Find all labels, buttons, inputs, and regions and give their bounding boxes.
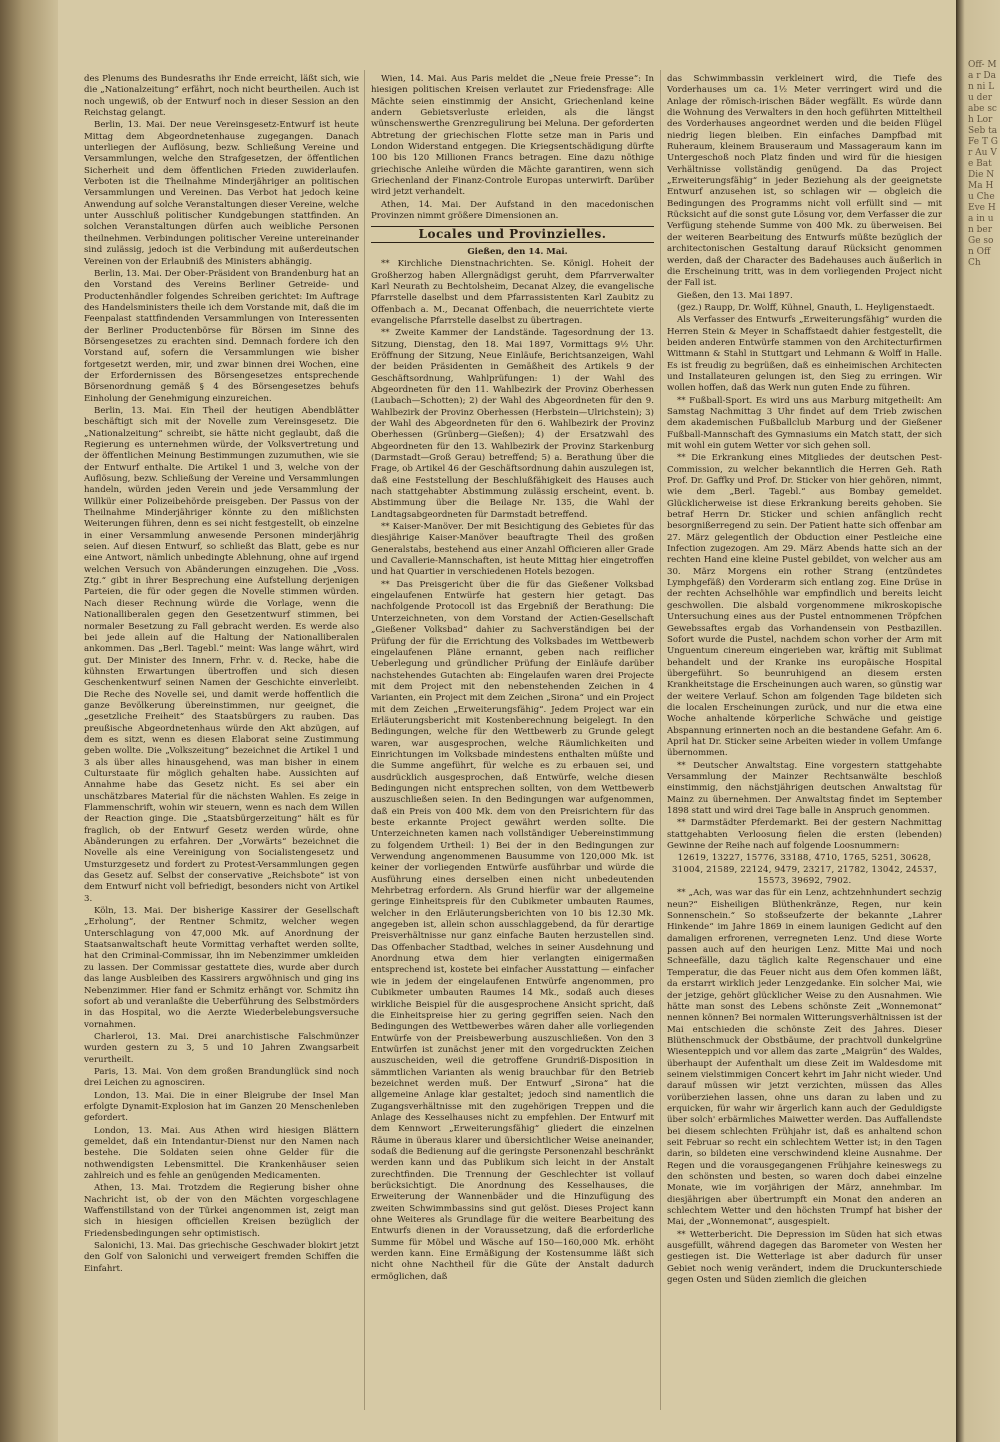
article-paragraph: Wien, 14. Mai. Aus Paris meldet die „Neue freie Presse“: In hiesigen politischen Kreisen verlautet zur Friedensfrage: Alle Mächte seien einstimmig der Ansicht, Griechenland keine andern Gebietsverluste erleiden, als die längst wünschenswerthe Grenzregulirung bei Meluna. Der geforderten Abtretung der griechischen Flotte setze man in Paris und London Widerstand entgegen. Die Kriegsentschädigung dürfte 100 bis 120 Millionen Francs betragen. Eine dazu nöthige griechische Anleihe würden die Mächte garantiren, wenn sich Griechenland der Finanz-Controle Europas unterwirft. Darüber wird jetzt verhandelt. xyxy=(371,74,654,198)
article-paragraph: Athen, 14. Mai. Der Aufstand in den macedonischen Provinzen nimmt größere Dimensionen an. xyxy=(371,199,654,222)
article-paragraph: ** „Ach, was war das für ein Lenz, achtzehnhundert sechzig neun?“ Eisheiligen Blüthenkränze, Regen, nur kein Sonnenschein.“ So stoßseufzerte der bekannte „Lahrer Hinkende“ im Jahre 1869 in einem launigen Gedicht auf den damaligen erfrorenen, verregneten Lenz. Und diese Worte passen auch auf den heurigen Lenz. Mitte Mai und noch Schneefälle, dazu täglich kalte Regenschauer und eine Temperatur, die das Feuer nicht aus dem Ofen kommen läßt, da erstarrt wirklich jeder Lenzgedanke. Ein solcher Mai, wie der jetzige, gehört glücklicher Weise zu den Ausnahmen. Wie hätte man sonst des Lebens schönste Zeit „Wonnemonat“ nennen können? Bei normalen Witterungsverhältnissen ist der Mai entschieden die schönste Zeit des Jahres. Dieser Blüthenschmuck der Obstbäume, der prachtvoll dunkelgrüne Wiesenteppich und vor allem das zarte „Maigrün“ des Waldes, überhaupt der Aufenthalt um diese Zeit im Waldesdome mit seinem vielstimmigen Concert kehrt im Jahr nicht wieder. Und darauf müssen wir jetzt verzichten, müssen das Alles vorüberziehen lassen, ohne uns daran zu laben und zu erquicken, für wahr wir ärgerlich kann auch der Geduldigste über solch' erbärmliches Maiwetter werden. Das Auffallendste bei diesem schlechten Frühjahr ist, daß es anhaltend schon seit Februar so recht ein schlechtem Wetter ist; in den Tagen darin, so bildeten eine verschwindend kleine Ausnahme. Der Regen und die vorausgegangenen Frühjahre keineswegs zu den schönsten und besten, so waren doch dabei einzelne Monate, wie im vorjährigen der März, annehmbar. Im diesjährigen aber übertrumpft ein Monat den anderen an schlechtem Wetter und den höchsten Trumpf hat bisher der Mai, der „Wonnemonat“, ausgespielt. xyxy=(667,888,942,1228)
article-paragraph: Athen, 13. Mai. Trotzdem die Regierung bisher ohne Nachricht ist, ob der von den Mächten vorgeschlagene Waffenstillstand von der Türkei angenommen ist, zeigt man sich in hiesigen officiellen Kreisen bezüglich der Friedensbedingungen sehr optimistisch. xyxy=(84,1183,359,1239)
article-paragraph: Als Verfasser des Entwurfs „Erweiterungsfähig“ wurden die Herren Stein & Meyer in Schaffstaedt dahier festgestellt, die beiden anderen Entwürfe stammen von den Architecturfirmen Wittmann & Stahl in Stuttgart und Lehmann & Wolff in Halle. Es ist freudig zu begrüßen, daß es einheimischen Architecten und Installateuren gelungen ist, den Sieg zu erringen. Wir wollen hoffen, daß das Werk nun guten Ende zu führen. xyxy=(667,315,942,394)
signature-names: (gez.) Raupp, Dr. Wolff, Kühnel, Gnauth, L. Heyligenstaedt. xyxy=(677,302,935,313)
article-paragraph: Berlin, 13. Mai. Der neue Vereinsgesetz-Entwurf ist heute Mittag dem Abgeordnetenhause zugegangen. Danach unterliegen der Auflösung, bezw. Schließung Vereine und Versammlungen, welche den Strafgesetzen, der öffentlichen Sicherheit und dem öffentlichen Frieden zuwiderlaufen. Verboten ist die Theilnahme Minderjähriger an politischen Versammlungen und Vereinen. Das Verbot hat jedoch keine Anwendung auf solche Veranstaltungen dieser Vereine, welche unter Ausschluß politischer Kundgebungen stattfinden. An solchen Veranstaltungen dürfen auch weibliche Personen theilnehmen. Verbindungen politischer Vereine untereinander sind zulässig, jedoch ist die Verbindung mit außerdeutschen Vereinen von der Erlaubniß des Ministers abhängig. xyxy=(84,120,359,267)
column-1 xyxy=(84,74,359,1404)
article-paragraph: ** Die Erkrankung eines Mitgliedes der deutschen Pest-Commission, zu welcher bekanntlich die Herren Geh. Rath Prof. Dr. Gaffky und Prof. Dr. Sticker von hier gehören, nimmt, wie dem „Berl. Tagebl.“ aus Bombay gemeldet. Glücklicherweise ist diese Erkrankung bereits gehoben. Sie betraf Herrn Dr. Sticker und schien anfänglich recht besorgnißerregend zu sein. Der Patient hatte sich offenbar am 27. März gelegentlich der Obduction einer Pestleiche eine Infection zugezogen. Am 29. März Abends hatte sich an der rechten Hand eine kleine Pustel gebildet, von welcher aus am 30. März Morgens ein rother Strang (entzündetes Lymphgefäß) den Vorderarm sich entlang zog. Eine Drüse in der rechten Achselhöhle war empfindlich und bereits leicht geschwollen. Die alsbald vorgenommene mikroskopische Untersuchung eines aus der Pustel entnommenen Tröpfchen Gewebssaftes ergab das Vorhandensein von Pestbazillen. Sofort wurde die Pustel, nachdem schon vorher der Arm mit Unguentum cinereum eingerieben war, kräftig mit Sublimat behandelt und der Kranke ins europäische Hospital übergeführt. So beunruhigend an diesem ersten Krankheitstage die Erscheinungen auch waren, so günstig war der weitere Verlauf. Schon am folgenden Tage bildeten sich die localen Erscheinungen zurück, und nur die etwa eine Woche anhaltende körperliche Schwäche und geistige Abspannung erinnerten noch an die bestandene Gefahr. Am 6. April hat Dr. Sticker seine Arbeiten wieder in vollem Umfange übernommen. xyxy=(667,453,942,759)
article-paragraph: ** Fußball-Sport. Es wird uns aus Marburg mitgetheilt: Am Samstag Nachmittag 3 Uhr findet auf dem Trieb zwischen dem akademischen Fußballclub Marburg und der Gießener Fußball-Mannschaft des Gymnasiums ein Match statt, der sich mit wohl ein gutem Wetter vor sich gehen soll. xyxy=(667,395,942,451)
article-paragraph: Paris, 13. Mai. Von dem großen Brandunglück sind noch drei Leichen zu agnosciren. xyxy=(84,1066,359,1089)
article-paragraph: ** Wetterbericht. Die Depression im Süden hat sich etwas ausgefüllt, während dagegen das Barometer von Westen her gestiegen ist. Die Wetterlage ist aber dadurch für unser Gebiet noch wenig verändert, indem die Druckunterschiede gegen Osten und Süden ziemlich die gleichen xyxy=(667,1229,942,1286)
column-3 xyxy=(667,74,942,1404)
article-paragraph: ** Darmstädter Pferdemarkt. Bei der gestern Nachmittag stattgehabten Verloosung fielen die ersten (lebenden) Gewinne der Reihe nach auf folgende Loosnummern: xyxy=(667,818,942,852)
article-paragraph: ** Kaiser-Manöver. Der mit Besichtigung des Gebietes für das diesjährige Kaiser-Manöver beauftragte Theil des großen Generalstabs, bestehend aus einer Anzahl Officieren aller Grade und Cavallerie-Mannschaften, ist heute Mittag hier eingetroffen und hat Quartier in verschiedenen Hotels bezogen. xyxy=(371,522,654,578)
article-paragraph: ** Zweite Kammer der Landstände. Tagesordnung der 13. Sitzung, Dienstag, den 18. Mai 1897, Vormittags 9½ Uhr. Eröffnung der Sitzung, Neue Einläufe, Berichtsanzeigen, Wahl der beiden Präsidenten in Gemäßheit des Artikels 9 der Geschäftsordnung, Wahlprüfungen: 1) der Wahl des Abgeordneten für den 11. Wahlbezirk der Provinz Oberhessen (Laubach—Schotten); 2) der Wahl des Abgeordneten für den 9. Wahlbezirk der Provinz Oberhessen (Herbstein—Ulrichstein); 3) der Wahl des Abgeordneten für den 6. Wahlbezirk der Provinz Oberhessen (Grünberg—Gießen); 4) der Ersatzwahl des Abgeordneten für den 13. Wahlbezirk der Provinz Starkenburg (Darmstadt—Groß Gerau) betreffend; 5) a. Berathung über die Frage, ob Artikel 46 der Geschäftsordnung dahin auszulegen ist, daß eine Feststellung der Beschlußfähigkeit des Hauses auch nach stattgehabter Abstimmung zulässig erscheint, event. b. Abstimmung über die Beilage Nr. 135, die Wahl der Landtagsabgeordneten für Darmstadt betreffend. xyxy=(371,328,654,520)
article-paragraph: Charleroi, 13. Mai. Drei anarchistische Falschmünzer wurden gestern zu 3, 5 und 10 Jahren Zwangsarbeit verurtheilt. xyxy=(84,1031,359,1065)
article-paragraph: Berlin, 13. Mai. Ein Theil der heutigen Abendblätter beschäftigt sich mit der Novelle zum Vereinsgesetz. Die „Nationalzeitung“ schreibt, sie hätte nicht geglaubt, daß die Regierung es unternehmen würde, der Volksvertretung und der öffentlichen Meinung Bestimmungen zuzumuthen, wie sie der Entwurf enthalte. Die Artikel 1 und 3, welche von der Auflösung, bezw. Schließung der Vereine und Versammlungen handeln, würden jeden Verein und jede Versammlung der Willkür einer Polizeibehörde preisgeben. Der Passus von der Theilnahme Minderjähriger könnte zu den mißlichsten Weiterungen führen, denn es sei nicht festgestellt, ob einzelne in einer Versammlung anwesende Personen minderjährig seien. Auf diesen Entwurf, so schließt das Blatt, gebe es nur eine Antwort, nämlich unbedingte Ablehnung, ohne auf irgend welchen Versuch von Abänderungen einzugehen. Die „Voss. Ztg.“ gibt in ihrer Besprechung eine Aufstellung derjenigen Parteien, die für oder gegen die Novelle stimmen würden. Nach dieser Rechnung würde die Vorlage, wenn die Nationalliberalen gegen den Gesetzentwurf stimmen, bei normaler Besetzung zu Fall gebracht werden. Es werde also bei jede allein auf die Haltung der Nationalliberalen ankommen. Das „Berl. Tagebl.“ meint: Was lange währt, wird gut. Der Minister des Innern, Frhr. v. d. Recke, habe die kühnsten Erwartungen übertroffen und sich diesen Geschenkentwurf seinen Namen der Geschichte einverleibt. Die Reche des Novelle sei, und damit werde hoffentlich die ganze Bevölkerung übereinstimmen, nur geeignet, die „gesetzliche Freiheit“ des Staatsbürgers zu rauben. Das preußische Abgeordnetenhaus würde den Akt abzügen, auf dem es sitzt, wenn es diesen Elaborat seine Zustimmung geben wollte. Die „Volkszeitung“ bezeichnet die Artikel 1 und 3 als über alles hinausgehend, was man bisher in einem Culturstaate für möglich gehalten habe. Aussichten auf Annahme habe das Gesetz nicht. Es sei aber ein unschätzbares Material für die nächsten Wahlen. Es zeige in Flammenschrift, wohin wir steuern, wenn es nach dem Willen der Reaction ginge. Die „Staatsbürgerzeitung“ hält es für fraglich, ob der Entwurf Gesetz werden würde, ohne Abänderungen zu erfahren. Der „Vorwärts“ bezeichnet die Novelle als eine Vereinigung von Socialistengesetz und Umsturzgesetz und fordert zu Protest-Versammlungen gegen das Gesetz auf. Selbst der conservative „Reichsbote“ ist von dem Entwurf nicht voll befriedigt, besonders nicht von Artikel 3. xyxy=(84,405,359,904)
article-paragraph: des Plenums des Bundesraths ihr Ende erreicht, läßt sich, wie die „Nationalzeitung“ erfährt, noch nicht beurtheilen. Auch ist noch ungewiß, ob der Entwurf noch in dieser Session an den Reichstag gelangt. xyxy=(84,74,359,119)
article-paragraph: ** Das Preisgericht über die für das Gießener Volksbad eingelaufenen Entwürfe hat gestern hier getagt. Das nachfolgende Protocoll ist das Ergebniß der Berathung: Die Unterzeichneten, von dem Vorstand der Actien-Gesellschaft „Gießener Volksbad“ dahier zu Sachverständigen bei der Prüfung der für die Errichtung des Volksbades im Wettbewerb eingelaufenen Pläne ernannt, geben nach reiflicher Ueberlegung und gründlicher Prüfung der Einläufe darüber nachstehendes Gutachten ab: Eingelaufen waren drei Projecte mit dem Project mit den nebenstehenden Zeichen in 4 Varianten, ein Project mit dem Zeichen „Sirona“ und ein Project mit dem Zeichen „Erweiterungsfähig“. Jedem Project war ein Erläuterungsbericht mit Kostenberechnung beigelegt. In den Bedingungen, welche für den Wettbewerb zu Grunde gelegt waren, war ausgesprochen, welche Räumlichkeiten und Einrichtungen im Volksbade mindestens enthalten müßte und die Summe angeführt, für welche es zu erbauen sei, und ausdrücklich ausgesprochen, daß Entwürfe, welche diesen Bedingungen nicht entsprechen sollten, von dem Wettbewerb auszuschließen seien. In den Bedingungen war aufgenommen, daß ein Preis von 400 Mk. dem von den Preisrichtern für das beste erkannte Project gewährt werden sollte. Die Unterzeichneten kamen nach vollständiger Uebereinstimmung zu folgendem Urtheil: 1) Bei der in den Bedingungen zur Verwendung angenommenen Bausumme von 120,000 Mk. ist keiner der vorliegenden Entwürfe ausführbar und würde die Ausführung eines derselben einen nicht unbedeutenden Mehrbetrag erfordern. Als Grund hierfür war der allgemeine geringe Einheitspreis für den Cubikmeter umbauten Raumes, welcher in den Erläuterungsberichten von 10 bis 12.30 Mk. angegeben ist, allein schon ausschlaggebend, da für derartige Preisverhältnisse nur ganz einfache Bauten herzustellen sind. Das Offenbacher Stadtbad, welches in seiner Ausdehnung und Anordnung etwa dem hier verlangten einigermaßen entsprechend ist, kostete bei einfacher Ausstattung — einfacher wie in jedem der eingelaufenen Entwürfe angenommen, pro Cubikmeter umbauten Raumes 14 Mk., sodaß auch dieses wirkliche Beispiel für die ausgesprochene Ansicht spricht, daß die Einheitspreise hier zu gering gegriffen seien. Nach den Bedingungen des Wettbewerbes wären daher alle vorliegenden Entwürfe von der Preisbewerbung auszuschließen. Von den 3 Entwürfen ist zunächst jener mit den vorgedruckten Zeichen auszuscheiden, weil die getroffene Grundriß-Disposition in sämmtlichen Varianten als wenig brauchbar für den Betrieb bezeichnet werden muß. Der Entwurf „Sirona“ hat die allgemeine Anlage klar gestaltet; jedoch sind namentlich die Zugangsverhältnisse mit den zugehörigen Treppen und die Anlage des Kesselhauses nicht zu empfehlen. Der Entwurf mit dem Kennwort „Erweiterungsfähig“ gliedert die einzelnen Räume in überaus klarer und übersichtlicher Weise aneinander, sodaß die Bedienung auf die geringste Personenzahl beschränkt werden kann und das Publikum sich leicht in der Anstalt zurechtfinden. Die Trennung der Geschlechter ist vollauf berücksichtigt. Die Anordnung des Kesselhauses, die Erweiterung der Wannenbäder und die Hinzufügung des zweiten Schwimmbassins sind gut gelöst. Dieses Project kann ohne Weiteres als Grundlage für die weitere Bearbeitung des Entwurfs dienen in der Voraussetzung, daß die erforderliche Summe für Möbel und Wäsche auf 150—160,000 Mk. erhöht werden kann. Eine Ermäßigung der Kostensumme läßt sich nicht ohne Nachtheil für die Güte der Anstalt dadurch ermöglichen, daß xyxy=(371,579,654,1282)
article-paragraph: ** Deutscher Anwaltstag. Eine vorgestern stattgehabte Versammlung der Mainzer Rechtsanwälte beschloß einstimmig, den nächstjährigen deutschen Anwaltstag für Mainz zu übernehmen. Der Anwaltstag findet im September 1898 statt und wird drei Tage balle in Anspruch genommen. xyxy=(667,760,942,816)
column-divider xyxy=(364,70,365,1410)
article-paragraph: das Schwimmbassin verkleinert wird, die Tiefe des Vorderhauses um ca. 1½ Meter verringert wird und die Anlage der römisch-irischen Bäder wegfällt. Es würde dann die Wohnung des Verwalters in den hoch geführten Mitteltheil des Vorderhauses angeordnet werden und die beiden Flügel niedrig liegen bleiben. Ein einfaches Dampfbad mit Ruheraum, kleinem Brauseraum und Massageraum kann im Untergeschoß noch Platz finden und wird für die hiesigen Verhältnisse vollständig genügend. Da das Project „Erweiterungsfähig“ in jeder Beziehung als der geeignetste Entwurf anzusehen ist, so schlagen wir — obgleich die Bedingungen des Programms nicht voll erfüllt sind — mit Rücksicht auf die sonst gute Lösung vor, dem Verfasser die zur Verfügung stehende Summe von 400 Mk. zu überweisen. Bei der weiteren Bearbeitung des Entwurfs müßte bezüglich der architectonischen Gestaltung darauf Rücksicht genommen werden, daß der Character des Badehauses auch äußerlich in die Erscheinung tritt, was in dem vorliegenden Project nicht der Fall ist. xyxy=(667,74,942,289)
adjacent-page-edge-text: Off- Ma r Dan ni Lu der abe sch Lor Seb ta Fe T Gr Au Ve Bat Die N Ma Hu Che Eve Ha in un ber Ge son Off Ch xyxy=(968,60,998,268)
article-paragraph: London, 13. Mai. Aus Athen wird hiesigen Blättern gemeldet, daß ein Intendantur-Dienst nur den Namen nach bestehe. Die Soldaten seien ohne Gelder für die nothwendigsten Lebensmittel. Die Krankenhäuser seien zahlreich und es fehle an genügenden Medicamenten. xyxy=(84,1125,359,1181)
lottery-numbers: 12619, 13227, 15776, 33188, 4710, 1765, 5251, 30628, 31004, 21589, 22124, 9479, 23217, 21782, 13042, 24537, 15573, 39692, 7902. xyxy=(671,853,937,887)
dateline: Gießen, den 14. Mai. xyxy=(467,246,568,257)
column-divider xyxy=(660,70,661,1410)
section-heading: Locales und Provinzielles. xyxy=(371,226,654,242)
article-paragraph: Köln, 13. Mai. Der bisherige Kassirer der Gesellschaft „Erholung“, der Rentner Schmitz, welcher wegen Unterschlagung von 47,000 Mk. auf Anordnung der Staatsanwaltschaft heute Vormittag verhaftet werden sollte, hat den Criminal-Commissar, ihn im Nebenzimmer umkleiden zu lassen. Der Commissar gestattete dies, wurde aber durch das lange Ausbleiben des Kassirers argwöhnisch und ging ins Nebenzimmer. Hier fand er Schmitz erhängt vor. Schmitz ihn sofort ab und veranlaßte die Ueberführung des Selbstmörders in das Hospital, wo die Aerzte Wiederbelebungsversuche vornahmen. xyxy=(84,906,359,1030)
article-paragraph: Berlin, 13. Mai. Der Ober-Präsident von Brandenburg hat an den Vorstand des Vereins Berliner Getreide- und Productenhändler folgendes Schreiben gerichtet: Im Auftrage des Handelsministers theile ich dem Vorstande mit, daß die im Feenpalast stattfindenden Versammlungen von Interessenten der Berliner Productenbörse für Börsen im Sinne des Börsengesetzes zu erachten sind. Demnach fordere ich den Vorstand auf, sofern die Versammlungen wie bisher fortgesetzt werden, mir, und zwar binnen drei Wochen, eine der Erfordernissen des Börsengesetzes entsprechende Börsenordnung gemäß § 4 des Börsengesetzes behufs Einholung der Genehmigung einzureichen. xyxy=(84,268,359,404)
column-2 xyxy=(371,74,654,1404)
article-paragraph: London, 13. Mai. Die in einer Bleigrube der Insel Man erfolgte Dynamit-Explosion hat im Ganzen 20 Menschenleben gefordert. xyxy=(84,1090,359,1124)
binding-gutter-left xyxy=(0,0,58,1442)
article-paragraph: ** Kirchliche Dienstnachrichten. Se. Königl. Hoheit der Großherzog haben Allergnädigst geruht, dem Pfarrverwalter Karl Neurath zu Bechtolsheim, Decanat Alzey, die evangelische Pfarrstelle daselbst und dem Pfarrassistenten Karl Zaubitz zu Offenbach a. M., Decanat Offenbach, die neuerrichtete vierte evangelische Pfarrstelle daselbst zu übertragen. xyxy=(371,259,654,326)
article-paragraph: Salonichi, 13. Mai. Das griechische Geschwader blokirt jetzt den Golf von Salonichi und verweigert fremden Schiffen die Einfahrt. xyxy=(84,1241,359,1274)
signature-date: Gießen, den 13. Mai 1897. xyxy=(677,290,793,301)
